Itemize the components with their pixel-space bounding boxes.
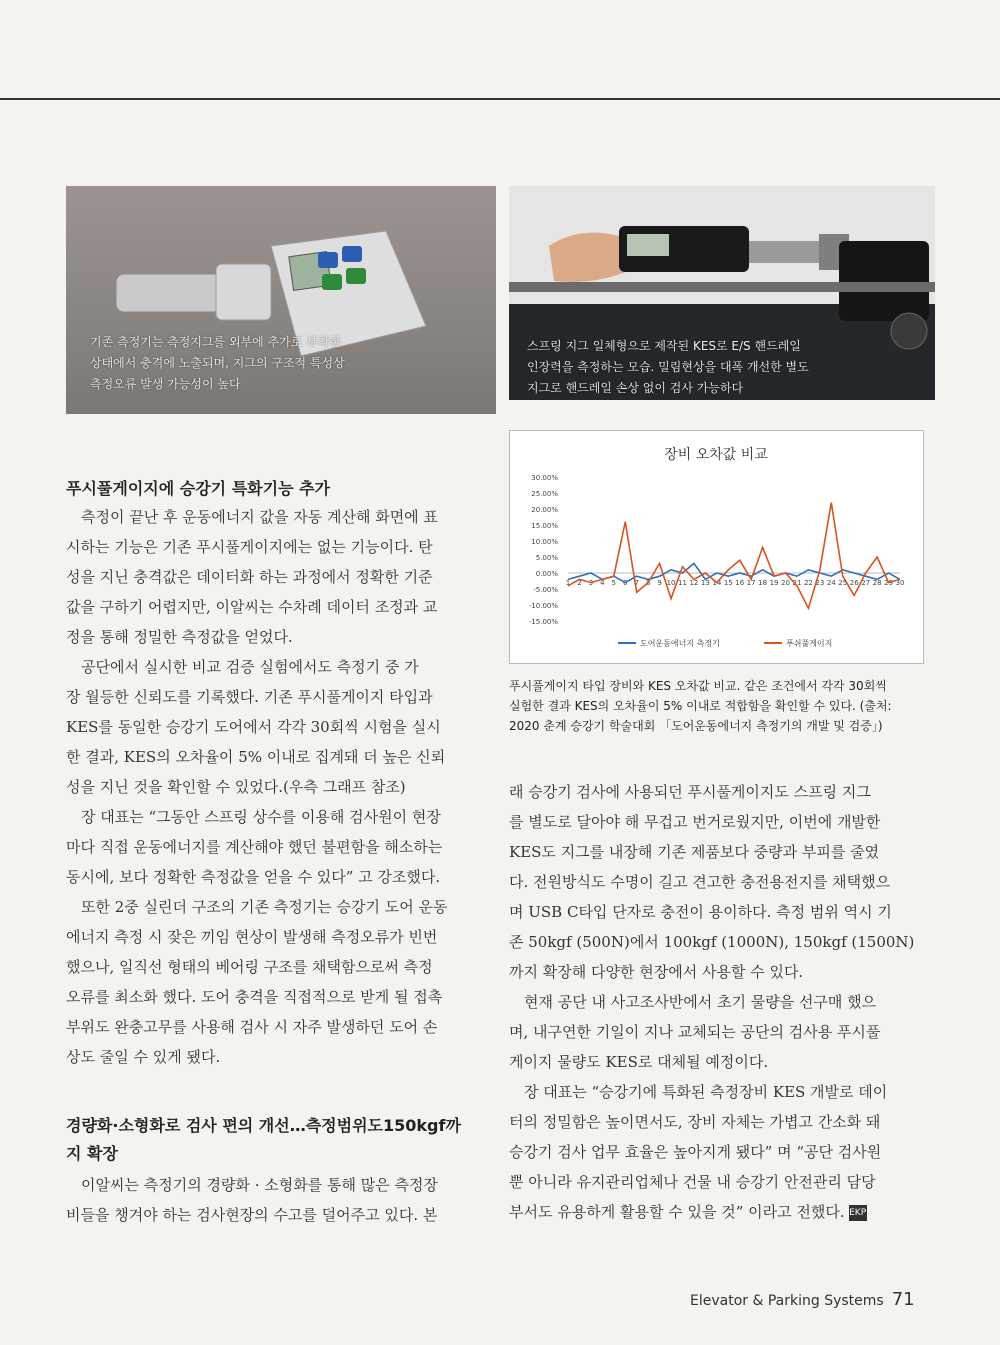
text-line: 존 50kgf (500N)에서 100kgf (1000N), 150kgf (1500N)	[509, 933, 915, 951]
text-line: 게이지 물량도 KES로 대체될 예정이다.	[509, 1053, 769, 1071]
text-line: KES도 지그를 내장해 기존 제품보다 중량과 부피를 줄였	[509, 843, 880, 861]
text-line: 며 USB C타입 단자로 충전이 용이하다. 측정 범위 역시 기	[509, 903, 892, 921]
text-line: 승강기 검사 업무 효율은 높아지게 됐다” 며 “공단 검사원	[509, 1143, 882, 1161]
x-tick-label: 29	[884, 579, 894, 587]
x-tick-label: 2	[577, 579, 582, 587]
x-tick-label: 9	[657, 579, 662, 587]
text-line: 뿐 아니라 유지관리업체나 건물 내 승강기 안전관리 담당	[509, 1173, 876, 1191]
chart-caption-line: 실험한 결과 KES의 오차율이 5% 이내로 적합함을 확인할 수 있다. (출처:	[509, 699, 892, 713]
legend-label: 푸쉬풀게이지	[786, 639, 833, 648]
x-tick-label: 3	[588, 579, 594, 587]
photo-old-gauge	[66, 186, 496, 414]
text-line: KES를 동일한 승강기 도어에서 각각 30회씩 시험을 실시	[66, 718, 441, 736]
x-tick-label: 23	[815, 579, 825, 587]
y-tick-label: 10.00%	[531, 538, 558, 546]
section2-heading-line1: 경량화·소형화로 검사 편의 개선…측정범위도150kgf까	[66, 1116, 461, 1135]
x-tick-label: 17	[746, 579, 756, 587]
text-line: 한 결과, KES의 오차율이 5% 이내로 집계돼 더 높은 신뢰	[66, 748, 446, 766]
caption-line: 지그로 핸드레일 손상 없이 검사 가능하다	[527, 381, 744, 395]
x-tick-label: 21	[792, 579, 802, 587]
text-line: 까지 확장해 다양한 현장에서 사용할 수 있다.	[509, 963, 804, 981]
right-column-body	[509, 777, 919, 1227]
x-tick-label: 10	[666, 579, 676, 587]
photo1-caption	[90, 332, 345, 395]
section1-body	[66, 502, 470, 1072]
text-line: 성을 지닌 충격값은 데이터화 하는 과정에서 정확한 기준	[66, 568, 433, 586]
x-tick-label: 8	[645, 579, 651, 587]
x-tick-label: 20	[781, 579, 790, 587]
caption-line: 기존 측정기는 측정지그를 외부에 추가로 부착한	[90, 335, 341, 349]
page-number: 71	[891, 1289, 915, 1310]
y-tick-label: 0.00%	[535, 570, 558, 578]
text-line: 상도 줄일 수 있게 됐다.	[66, 1048, 221, 1066]
legend-label: 도어운동에너지 측정기	[640, 639, 720, 648]
x-tick-label: 24	[826, 579, 836, 587]
text-line: 정을 통해 정밀한 측정값을 얻었다.	[66, 628, 293, 646]
x-tick-label: 16	[735, 579, 745, 587]
text-line: 다. 전원방식도 수명이 길고 견고한 충전용전지를 채택했으	[509, 873, 891, 891]
text-line: 비들을 챙겨야 하는 검사현장의 수고를 덜어주고 있다. 본	[66, 1206, 438, 1224]
text-line: 했으나, 일직선 형태의 베어링 구조를 채택함으로써 측정	[66, 958, 433, 976]
text-line: 장 월등한 신뢰도를 기록했다. 기존 푸시풀게이지 타입과	[66, 688, 433, 706]
magazine-name: Elevator & Parking Systems	[690, 1293, 884, 1309]
section2-heading-line2: 지 확장	[66, 1144, 118, 1163]
page-footer	[690, 1289, 915, 1310]
x-tick-label: 5	[611, 579, 617, 587]
caption-line: 측정오류 발생 가능성이 높다	[90, 377, 241, 391]
text-line: 장 대표는 “승강기에 특화된 측정장비 KES 개발로 데이	[509, 1083, 888, 1101]
x-tick-label: 11	[678, 579, 687, 587]
text-line: 부위도 완충고무를 사용해 검사 시 자주 발생하던 도어 손	[66, 1018, 438, 1036]
top-rule	[0, 98, 1000, 100]
chart-caption-line: 푸시풀게이지 타입 장비와 KES 오차값 비교. 같은 조건에서 각각 30회씩	[509, 679, 887, 693]
text-line: 이알씨는 측정기의 경량화 · 소형화를 통해 많은 측정장	[66, 1176, 438, 1194]
text-line: 성을 지닌 것을 확인할 수 있었다.(우측 그래프 참조)	[66, 778, 406, 796]
text-line: 를 별도로 달아야 해 무겁고 번거로웠지만, 이번에 개발한	[509, 813, 881, 831]
x-tick-label: 6	[623, 579, 628, 587]
text-line: 장 대표는 “그동안 스프링 상수를 이용해 검사원이 현장	[66, 808, 441, 826]
y-tick-label: 25.00%	[531, 490, 558, 498]
caption-line: 스프링 지그 일체형으로 제작된 KES로 E/S 핸드레일	[527, 339, 801, 353]
y-tick-label: 20.00%	[531, 506, 558, 514]
x-tick-label: 13	[700, 579, 710, 587]
caption-line: 인장력을 측정하는 모습. 밀림현상을 대폭 개선한 별도	[527, 360, 809, 374]
section1-heading: 푸시풀게이지에 승강기 특화기능 추가	[66, 479, 331, 498]
text-line: 오류를 최소화 했다. 도어 충격을 직접적으로 받게 될 접촉	[66, 988, 443, 1006]
section2-body	[66, 1170, 470, 1230]
chart-title: 장비 오차값 비교	[664, 447, 768, 463]
error-comparison-chart	[509, 430, 924, 664]
x-tick-label: 28	[872, 579, 882, 587]
x-tick-label: 7	[634, 579, 639, 587]
chart-caption	[509, 676, 929, 736]
x-tick-label: 27	[861, 579, 871, 587]
text-line: 며, 내구연한 기일이 지나 교체되는 공단의 검사용 푸시풀	[509, 1023, 881, 1041]
y-tick-label: 30.00%	[531, 474, 558, 482]
x-tick-label: 25	[838, 579, 848, 587]
x-tick-label: 1	[565, 579, 571, 587]
y-tick-label: 5.00%	[535, 554, 558, 562]
series-line-2	[565, 503, 900, 609]
text-line: 동시에, 보다 정확한 측정값을 얻을 수 있다” 고 강조했다.	[66, 868, 441, 886]
y-tick-label: 15.00%	[531, 522, 558, 530]
article-end-mark: EKP	[849, 1205, 867, 1221]
y-tick-label: -5.00%	[533, 586, 558, 594]
photo-kes-handrail	[509, 186, 935, 400]
chart-svg	[510, 431, 923, 663]
text-line: 에너지 측정 시 잦은 끼임 현상이 발생해 측정오류가 빈번	[66, 928, 438, 946]
caption-line: 상태에서 충격에 노출되며, 지그의 구조적 특성상	[90, 356, 345, 370]
text-line: 마다 직접 운동에너지를 계산해야 했던 불편함을 해소하는	[66, 838, 443, 856]
x-tick-label: 12	[689, 579, 699, 587]
photo2-caption	[527, 336, 809, 399]
chart-caption-line: 2020 춘계 승강기 학술대회 「도어운동에너지 측정기의 개발 및 검증」)	[509, 719, 883, 733]
text-line: 공단에서 실시한 비교 검증 실험에서도 측정기 중 가	[66, 658, 419, 676]
x-tick-label: 4	[600, 579, 605, 587]
x-tick-label: 30	[895, 579, 905, 587]
text-line: 또한 2중 실린더 구조의 기존 측정기는 승강기 도어 운동	[66, 898, 448, 916]
text-line: 값을 구하기 어렵지만, 이알씨는 수차례 데이터 조정과 교	[66, 598, 438, 616]
x-tick-label: 15	[723, 579, 733, 587]
text-line: 부서도 유용하게 활용할 수 있을 것” 이라고 전했다.	[509, 1203, 845, 1221]
x-tick-label: 18	[758, 579, 768, 587]
y-tick-label: -15.00%	[528, 618, 558, 626]
text-line: 터의 정밀함은 높이면서도, 장비 자체는 가볍고 간소화 돼	[509, 1113, 881, 1131]
y-tick-label: -10.00%	[528, 602, 558, 610]
x-tick-label: 19	[769, 579, 779, 587]
text-line: 현재 공단 내 사고조사반에서 초기 물량을 선구매 했으	[509, 993, 877, 1011]
text-line: 측정이 끝난 후 운동에너지 값을 자동 계산해 화면에 표	[66, 508, 438, 526]
text-line: 시하는 기능은 기존 푸시풀게이지에는 없는 기능이다. 탄	[66, 538, 433, 556]
text-line: 래 승강기 검사에 사용되던 푸시풀게이지도 스프링 지그	[509, 783, 871, 801]
x-tick-label: 14	[712, 579, 722, 587]
x-tick-label: 22	[803, 579, 813, 587]
x-tick-label: 26	[849, 579, 859, 587]
